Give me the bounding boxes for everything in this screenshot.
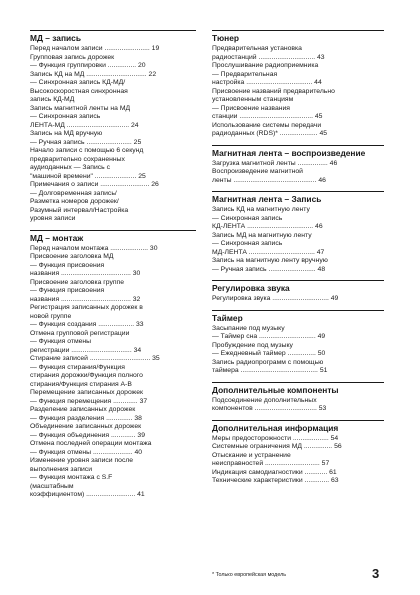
toc-section xyxy=(212,145,384,186)
toc-entry[interactable] xyxy=(30,355,196,389)
toc-entry[interactable] xyxy=(212,122,384,139)
toc-entry-line: названия ..................................... 32 xyxy=(30,295,141,303)
toc-entry-line: аудиоданных — Запись с xyxy=(30,164,110,171)
toc-entry-line: станции ....................................... 45 xyxy=(212,113,323,120)
toc-entry-line: Отмена групповой регистрации xyxy=(30,329,130,337)
toc-entry-line: Системные ограничения МД ............... 56 xyxy=(212,443,342,450)
toc-entry-line: — Функция присвоения xyxy=(30,261,105,269)
toc-entry[interactable] xyxy=(30,245,196,254)
toc-entry[interactable] xyxy=(212,359,384,376)
toc-entry-line: МД-ЛЕНТА ................................... 47 xyxy=(212,248,325,256)
toc-entry-line: коэффициентом) .......................... 41 xyxy=(30,491,145,498)
section-title: Таймер xyxy=(212,310,384,324)
toc-entry-line: Запись на магнитную ленту вручную xyxy=(212,257,328,264)
toc-entry-line: Присвоение названий предварительно xyxy=(212,87,335,95)
toc-entry-line: Запись МД на магнитную ленту xyxy=(212,231,312,239)
toc-entry-line: Начало записи с помощью 6 секунд xyxy=(30,147,144,154)
toc-entry-line: — Ручная запись ........................ 25 xyxy=(30,138,142,146)
toc-entry[interactable] xyxy=(30,279,196,305)
toc-entry-line: Подсоединение дополнительных xyxy=(212,396,317,404)
toc-entry-line: радиостанций .............................. 43 xyxy=(212,53,325,61)
toc-entry-line: Предварительная установка xyxy=(212,45,302,52)
toc-entry[interactable] xyxy=(212,295,384,304)
toc-entry[interactable] xyxy=(30,147,196,181)
toc-entry-line: — Ежедневный таймер ............... 50 xyxy=(212,350,326,357)
toc-entry-line: Перед началом записи ........................ 19 xyxy=(30,45,160,52)
toc-entry-line: Индикация самодиагностики ............ 61 xyxy=(212,468,337,476)
toc-entry-line: Запись КД на МД ................................ 22 xyxy=(30,70,157,78)
toc-entry-line: — Синхронная запись xyxy=(212,240,283,247)
toc-entry-line: — Функция разделения .............. 38 xyxy=(30,414,142,422)
toc-entry-line: — Функция объединения ............. 39 xyxy=(30,431,145,439)
toc-entry[interactable] xyxy=(212,397,384,414)
toc-entry-line: Воспроизведение магнитной xyxy=(212,168,303,175)
toc-column-right xyxy=(212,30,384,492)
toc-section xyxy=(30,30,196,224)
toc-entry[interactable] xyxy=(212,435,384,444)
toc-entry[interactable] xyxy=(212,88,384,122)
toc-entry[interactable] xyxy=(212,469,384,478)
toc-entry-line: Изменение уровня записи после xyxy=(30,457,134,464)
toc-entry-line: Групповая запись дорожек xyxy=(30,53,115,61)
toc-entry-line: уровня записи xyxy=(30,215,76,222)
toc-entry-line: — Функция стирания/Функция xyxy=(30,363,125,371)
toc-column-left xyxy=(30,30,196,506)
toc-entry[interactable] xyxy=(212,257,384,274)
toc-entry-line: — Функция отмены ..................... 40 xyxy=(30,448,143,456)
toc-entry-line: Запись магнитной ленты на МД xyxy=(30,104,131,112)
toc-entry-line: предварительно сохраненных xyxy=(30,155,125,163)
section-title: МД – монтаж xyxy=(30,230,196,244)
toc-entry[interactable] xyxy=(212,325,384,342)
toc-entry-line: — Присвоение названия xyxy=(212,104,290,112)
toc-entry-line: Отыскание и устранение xyxy=(212,451,291,459)
footnote: * Только европейская модель xyxy=(212,572,287,578)
toc-entry[interactable] xyxy=(212,206,384,232)
toc-entry-line: — Предварительная xyxy=(212,70,278,78)
toc-entry-line: настройка ................................... 44 xyxy=(212,79,322,86)
toc-entry-line: компонентов ................................. 53 xyxy=(212,405,327,412)
toc-entry-line: установленным станциям xyxy=(212,96,294,103)
toc-entry-line: — Таймер сна .............................. 49 xyxy=(212,333,326,340)
toc-entry-line: "машиной времени" ...................... 25 xyxy=(30,172,146,180)
toc-section xyxy=(212,310,384,376)
section-title: Тюнер xyxy=(212,30,384,44)
toc-entry-line: регистрации ................................ 34 xyxy=(30,346,142,354)
toc-section xyxy=(30,230,196,500)
toc-section xyxy=(212,30,384,139)
toc-entry-line: Присвоение заголовка МД xyxy=(30,253,114,260)
toc-entry[interactable] xyxy=(30,304,196,330)
toc-entry[interactable] xyxy=(30,440,196,457)
toc-entry-line: стирания/Функция стирания A-B xyxy=(30,380,132,388)
toc-entry-line: — Ручная запись ......................... 48 xyxy=(212,265,326,273)
toc-entry-line: Меры предосторожности ................... 54 xyxy=(212,434,339,442)
toc-entry-line: — Синхронная запись xyxy=(212,214,283,222)
toc-entry[interactable] xyxy=(30,45,196,54)
toc-entry-line: ленты ............................................ 46 xyxy=(212,176,326,184)
section-title: Магнитная лента – воспроизведение xyxy=(212,145,384,159)
toc-entry-line: Пробуждение под музыку xyxy=(212,341,293,349)
toc-entry-line: Использование системы передачи xyxy=(212,121,322,129)
section-title: Дополнительные компоненты xyxy=(212,382,384,396)
toc-entry-line: Разметка номеров дорожек/ xyxy=(30,198,119,205)
toc-entry-line: — Долговременная запись/ xyxy=(30,189,117,197)
toc-entry[interactable] xyxy=(30,330,196,356)
toc-entry-line: Засыпание под музыку xyxy=(212,324,285,332)
toc-entry-line: новой группе xyxy=(30,312,72,320)
toc-entry[interactable] xyxy=(30,71,196,105)
toc-entry-line: названия ..................................... 30 xyxy=(30,270,141,277)
toc-section xyxy=(212,280,384,304)
toc-entry[interactable] xyxy=(30,130,196,147)
toc-entry[interactable] xyxy=(212,443,384,452)
toc-entry[interactable] xyxy=(212,45,384,62)
toc-entry-line: — Синхронная запись КД-МД/ xyxy=(30,79,126,86)
toc-entry-line: Загрузка магнитной ленты ................ 46 xyxy=(212,159,338,167)
toc-entry[interactable] xyxy=(212,452,384,469)
toc-entry[interactable] xyxy=(212,232,384,258)
toc-entry-line: Объединение записанных дорожек xyxy=(30,423,142,430)
toc-entry-line: Перед началом монтажа .................... 30 xyxy=(30,244,158,252)
toc-entry-line: Перемещение записанных дорожек xyxy=(30,389,143,396)
toc-entry-line: Разумный интервал/Настройка xyxy=(30,206,129,214)
toc-section xyxy=(212,420,384,486)
toc-entry-line: — Функция создания ................... 33 xyxy=(30,321,144,328)
toc-entry[interactable] xyxy=(212,342,384,359)
toc-entry-line: ЛЕНТА-МД ................................. 24 xyxy=(30,121,139,129)
toc-entry[interactable] xyxy=(30,389,196,406)
toc-entry-line: Регулировка звука .............................. 49 xyxy=(212,295,339,302)
toc-entry-line: — Функция группировки ............... 20 xyxy=(30,62,146,69)
toc-entry-line: Прослушивание радиоприемника xyxy=(212,62,319,69)
toc-entry-line: — Функция присвоения xyxy=(30,287,105,294)
toc-entry[interactable] xyxy=(212,168,384,185)
toc-entry-line: неисправностей ............................. 57 xyxy=(212,460,330,467)
toc-entry[interactable] xyxy=(30,423,196,440)
toc-entry-line: Стирание записей ................................ 35 xyxy=(30,355,160,362)
toc-entry-line: — Функция монтажа с S.F xyxy=(30,474,113,481)
section-title: МД – запись xyxy=(30,30,196,44)
section-title: Дополнительная информация xyxy=(212,420,384,434)
toc-entry-line: Запись КД на магнитную ленту xyxy=(212,206,310,213)
toc-entry-line: стирания дорожки/Функция полного xyxy=(30,372,143,379)
toc-entry-line: — Функция перемещения ............. 37 xyxy=(30,397,148,405)
toc-entry-line: Высокоскоростная синхронная xyxy=(30,87,128,95)
toc-entry-line: Примечания о записи .......................... 26 xyxy=(30,181,159,188)
toc-entry[interactable] xyxy=(30,105,196,131)
toc-entry-line: радиоданных (RDS)* .................... 45 xyxy=(212,130,328,137)
toc-entry-line: Запись на МД вручную xyxy=(30,130,103,137)
toc-entry[interactable] xyxy=(30,253,196,279)
toc-entry[interactable] xyxy=(30,406,196,423)
toc-entry-line: запись КД-МД xyxy=(30,96,75,103)
toc-entry[interactable] xyxy=(212,160,384,169)
toc-entry[interactable] xyxy=(30,181,196,224)
section-title: Магнитная лента – Запись xyxy=(212,191,384,205)
toc-entry-line: — Функция отмены xyxy=(30,338,92,345)
toc-entry-line: Присвоение заголовка группе xyxy=(30,278,124,286)
toc-entry-line: Регистрация записанных дорожек в xyxy=(30,304,143,311)
toc-entry-line: (масштабным xyxy=(30,482,74,490)
toc-entry[interactable] xyxy=(30,54,196,71)
toc-entry-line: Разделение записанных дорожек xyxy=(30,406,136,413)
toc-entry-line: таймера ......................................... 51 xyxy=(212,367,328,374)
toc-entry-line: — Синхронная запись xyxy=(30,113,101,120)
page-number: 3 xyxy=(372,566,380,581)
toc-entry[interactable] xyxy=(212,62,384,88)
toc-entry[interactable] xyxy=(212,477,384,486)
toc-section xyxy=(212,382,384,414)
section-title: Регулировка звука xyxy=(212,280,384,294)
toc-section xyxy=(212,191,384,274)
toc-entry-line: Запись радиопрограмм с помощью xyxy=(212,358,324,366)
toc-entry-line: выполнения записи xyxy=(30,465,92,473)
toc-entry-line: Технические характеристики ............. 63 xyxy=(212,477,339,484)
toc-entry[interactable] xyxy=(30,457,196,500)
toc-entry-line: КД-ЛЕНТА ................................... 46 xyxy=(212,223,323,230)
toc-entry-line: Отмена последней операции монтажа xyxy=(30,440,152,447)
